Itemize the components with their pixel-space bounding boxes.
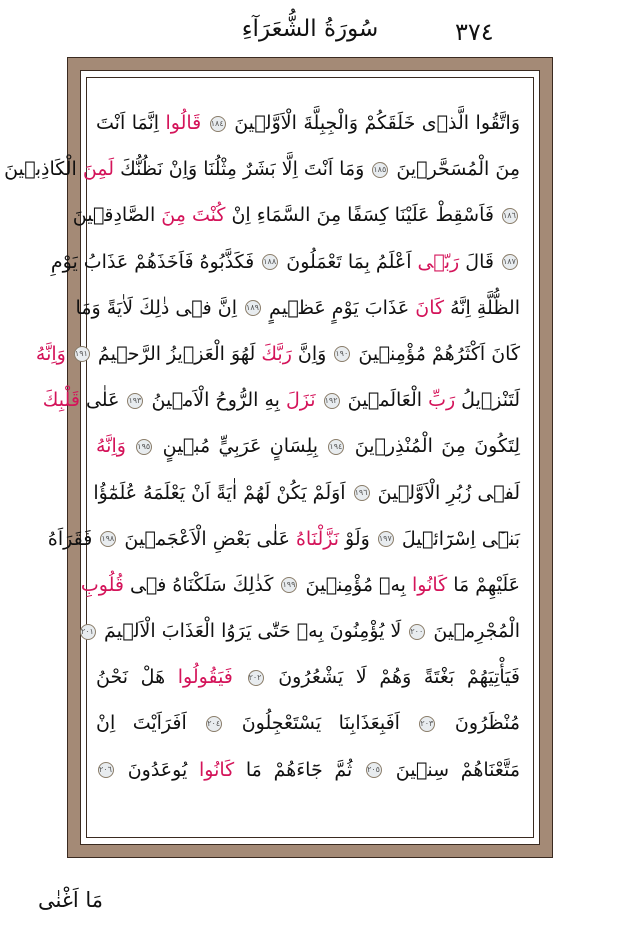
highlighted-word: وَاِنَّهُ bbox=[96, 435, 135, 458]
highlighted-word: نَزَّلْنَاهُ bbox=[295, 527, 340, 550]
text-line bbox=[75, 285, 520, 331]
verse-text: لَهُوَ الْعَزٖيزُ الرَّحٖيمُ bbox=[91, 342, 262, 365]
highlighted-word: كَانُوا bbox=[411, 573, 448, 596]
highlighted-word: رَبَّكَ bbox=[261, 342, 292, 365]
text-line bbox=[47, 516, 520, 562]
verse-text: مِنَ الْمُسَحَّرٖينَ bbox=[390, 158, 520, 181]
verse-text: عَذَابَ يَوْمٍ عَظٖيمٍ bbox=[263, 296, 416, 319]
ayah-number-marker: ١٩١ bbox=[74, 346, 90, 362]
text-line bbox=[96, 654, 520, 700]
ayah-number-marker: ٢٠٣ bbox=[419, 716, 435, 732]
ayah-number-marker: ٢٠١ bbox=[80, 624, 96, 640]
ayah-number-marker: ١٨٨ bbox=[262, 254, 278, 270]
verse-text: بِهِ الرُّوحُ الْاَمٖينُ bbox=[145, 389, 286, 412]
ayah-number-marker: ١٩٢ bbox=[324, 393, 340, 409]
verse-text: كَذٰلِكَ سَلَكْنَاهُ فٖى bbox=[123, 573, 280, 596]
verse-text: وَلَوْ bbox=[339, 527, 376, 550]
verse-text: الظُّلَّةِ اِنَّهُ bbox=[444, 296, 520, 319]
verse-text: الْمُجْرِمٖينَ bbox=[427, 620, 520, 643]
verse-text: هَلْ نَحْنُ bbox=[96, 666, 178, 689]
ayah-number-marker: ٢٠٠ bbox=[409, 624, 425, 640]
verse-text: عَلٰى بَعْضِ الْاَعْجَمٖينَ bbox=[118, 527, 296, 550]
verse-text: وَاتَّقُوا الَّذٖى خَلَقَكُمْ وَالْجِبِلَّةَ الْاَوَّلٖينَ bbox=[227, 112, 521, 134]
ayah-number-marker: ١٩٦ bbox=[354, 485, 370, 501]
ayah-number-marker: ٢٠٥ bbox=[366, 762, 382, 778]
verse-text: وَمَا اَنْتَ اِلَّا بَشَرٌ مِثْلُنَا وَاِنْ نَظُنُّكَ bbox=[114, 158, 371, 181]
verse-text: كَانَ اَكْثَرُهُمْ مُؤْمِنٖينَ bbox=[352, 342, 520, 365]
ayah-number-marker: ١٩٥ bbox=[136, 439, 152, 455]
ayah-number-marker: ٢٠٢ bbox=[248, 670, 264, 686]
text-line bbox=[4, 146, 520, 192]
surah-title: سُورَةُ الشُّعَرَآءِ bbox=[241, 16, 379, 42]
ayah-number-marker: ١٩٩ bbox=[281, 577, 297, 593]
verse-text: لَا يُؤْمِنُونَ بِهٖ حَتّٰى يَرَوُا الْعَذَابَ الْاَلٖيمَ bbox=[97, 620, 408, 643]
text-line bbox=[96, 423, 520, 469]
verse-text: الْعَالَمٖينَ bbox=[341, 389, 429, 412]
verse-text: عَلَيْهِمْ مَا bbox=[447, 573, 520, 596]
text-line bbox=[50, 239, 520, 285]
ayah-number-marker: ١٨٧ bbox=[502, 254, 518, 270]
verse-text: فَكَذَّبُوهُ فَاَخَذَهُمْ عَذَابُ يَوْمِ bbox=[50, 250, 261, 273]
verse-text: الْكَاذِبٖينَ bbox=[4, 158, 83, 181]
highlighted-word: لَمِنَ bbox=[82, 158, 115, 181]
verse-text: بِهٖ مُؤْمِنٖينَ bbox=[299, 573, 412, 596]
verse-text: لَتَنْزٖيلُ bbox=[455, 389, 520, 412]
verse-text: مَتَّعْنَاهُمْ سِنٖينَ bbox=[384, 758, 520, 781]
highlighted-word: كُنْتَ مِنَ bbox=[161, 204, 226, 227]
highlighted-word: قَالُوا bbox=[165, 112, 208, 134]
verse-text: اَعْلَمُ بِمَا تَعْمَلُونَ bbox=[280, 250, 418, 273]
ayah-number-marker: ١٨٤ bbox=[210, 116, 226, 132]
text-line bbox=[80, 562, 520, 608]
verse-text: ثُمَّ جَٓاءَهُمْ مَا bbox=[234, 758, 365, 781]
text-line bbox=[96, 700, 520, 746]
verse-text: عَلٰى bbox=[79, 389, 126, 412]
verse-text: اَفَبِعَذَابِنَا يَسْتَعْجِلُونَ bbox=[224, 712, 418, 735]
page-header bbox=[0, 0, 617, 56]
verse-text: الصَّادِقٖينَ bbox=[72, 204, 162, 227]
verse-text: لِتَكُونَ مِنَ الْمُنْذِرٖينَ bbox=[346, 435, 520, 458]
verse-text: اَوَلَمْ يَكُنْ لَهُمْ اٰيَةً اَنْ يَعْلَمَهُ عُلَمٰٓؤُا bbox=[93, 481, 352, 504]
ayah-number-marker: ١٩٨ bbox=[100, 531, 116, 547]
verse-text: لَفٖى زُبُرِ الْاَوَّلٖينَ bbox=[371, 481, 520, 504]
highlighted-word: كَانَ bbox=[415, 296, 445, 319]
highlighted-word: قُلُوبِ bbox=[80, 573, 124, 596]
verse-text: اِنَّمَا اَنْتَ bbox=[96, 112, 166, 134]
page-number: ٣٧٤ bbox=[455, 18, 494, 46]
ayah-number-marker: ١٨٦ bbox=[502, 208, 518, 224]
text-line bbox=[42, 377, 520, 423]
highlighted-word: نَزَلَ bbox=[285, 389, 322, 412]
verse-text: اِنَّ فٖى ذٰلِكَ لَاٰيَةً وَمَا bbox=[75, 296, 244, 319]
verse-text: قَالَ bbox=[459, 250, 500, 273]
highlighted-word: رَبّٖى bbox=[417, 250, 460, 273]
verse-text: فَقَرَاَهُ bbox=[47, 527, 99, 550]
highlighted-word: وَاِنَّهُ bbox=[35, 342, 72, 365]
ayah-number-marker: ١٩٣ bbox=[127, 393, 143, 409]
highlighted-word: فَيَقُولُوا bbox=[177, 666, 246, 689]
verse-text: وَاِنَّ bbox=[291, 342, 333, 365]
ayah-number-marker: ١٩٧ bbox=[378, 531, 394, 547]
verse-text: بَنٖٓى اِسْرَٓائٖيلَ bbox=[395, 527, 520, 550]
ayah-number-marker: ٢٠٤ bbox=[206, 716, 222, 732]
highlighted-word: رَبِّ bbox=[428, 389, 456, 412]
highlighted-word: قَلْبِكَ bbox=[42, 389, 80, 412]
verse-text: مُنْظَرُونَ bbox=[437, 712, 520, 735]
highlighted-word: كَانُوا bbox=[198, 758, 235, 781]
verse-text: بِلِسَانٍ عَرَبِيٍّ مُبٖينٍ bbox=[154, 435, 327, 458]
verse-text: يُوعَدُونَ bbox=[116, 758, 199, 781]
text-line bbox=[80, 608, 520, 654]
text-line bbox=[96, 100, 520, 146]
ayah-number-marker: ١٨٩ bbox=[245, 300, 261, 316]
ayah-number-marker: ١٩٠ bbox=[334, 346, 350, 362]
text-line bbox=[96, 747, 520, 793]
verse-text: اَفَرَاَيْتَ اِنْ bbox=[96, 712, 205, 735]
ayah-number-marker: ٢٠٦ bbox=[98, 762, 114, 778]
ayah-number-marker: ١٨٥ bbox=[372, 162, 388, 178]
verse-text: فَاَسْقِطْ عَلَيْنَا كِسَفًا مِنَ السَّمَاءِ اِنْ bbox=[225, 204, 500, 227]
text-line bbox=[72, 192, 520, 238]
verse-text: فَيَأْتِيَهُمْ بَغْتَةً وَهُمْ لَا يَشْعُرُونَ bbox=[265, 666, 520, 689]
quran-text-block bbox=[4, 100, 521, 840]
ayah-number-marker: ١٩٤ bbox=[328, 439, 344, 455]
text-line bbox=[35, 331, 520, 377]
text-line bbox=[93, 470, 520, 516]
catchword: مَا اَغْنٰى bbox=[38, 888, 103, 912]
